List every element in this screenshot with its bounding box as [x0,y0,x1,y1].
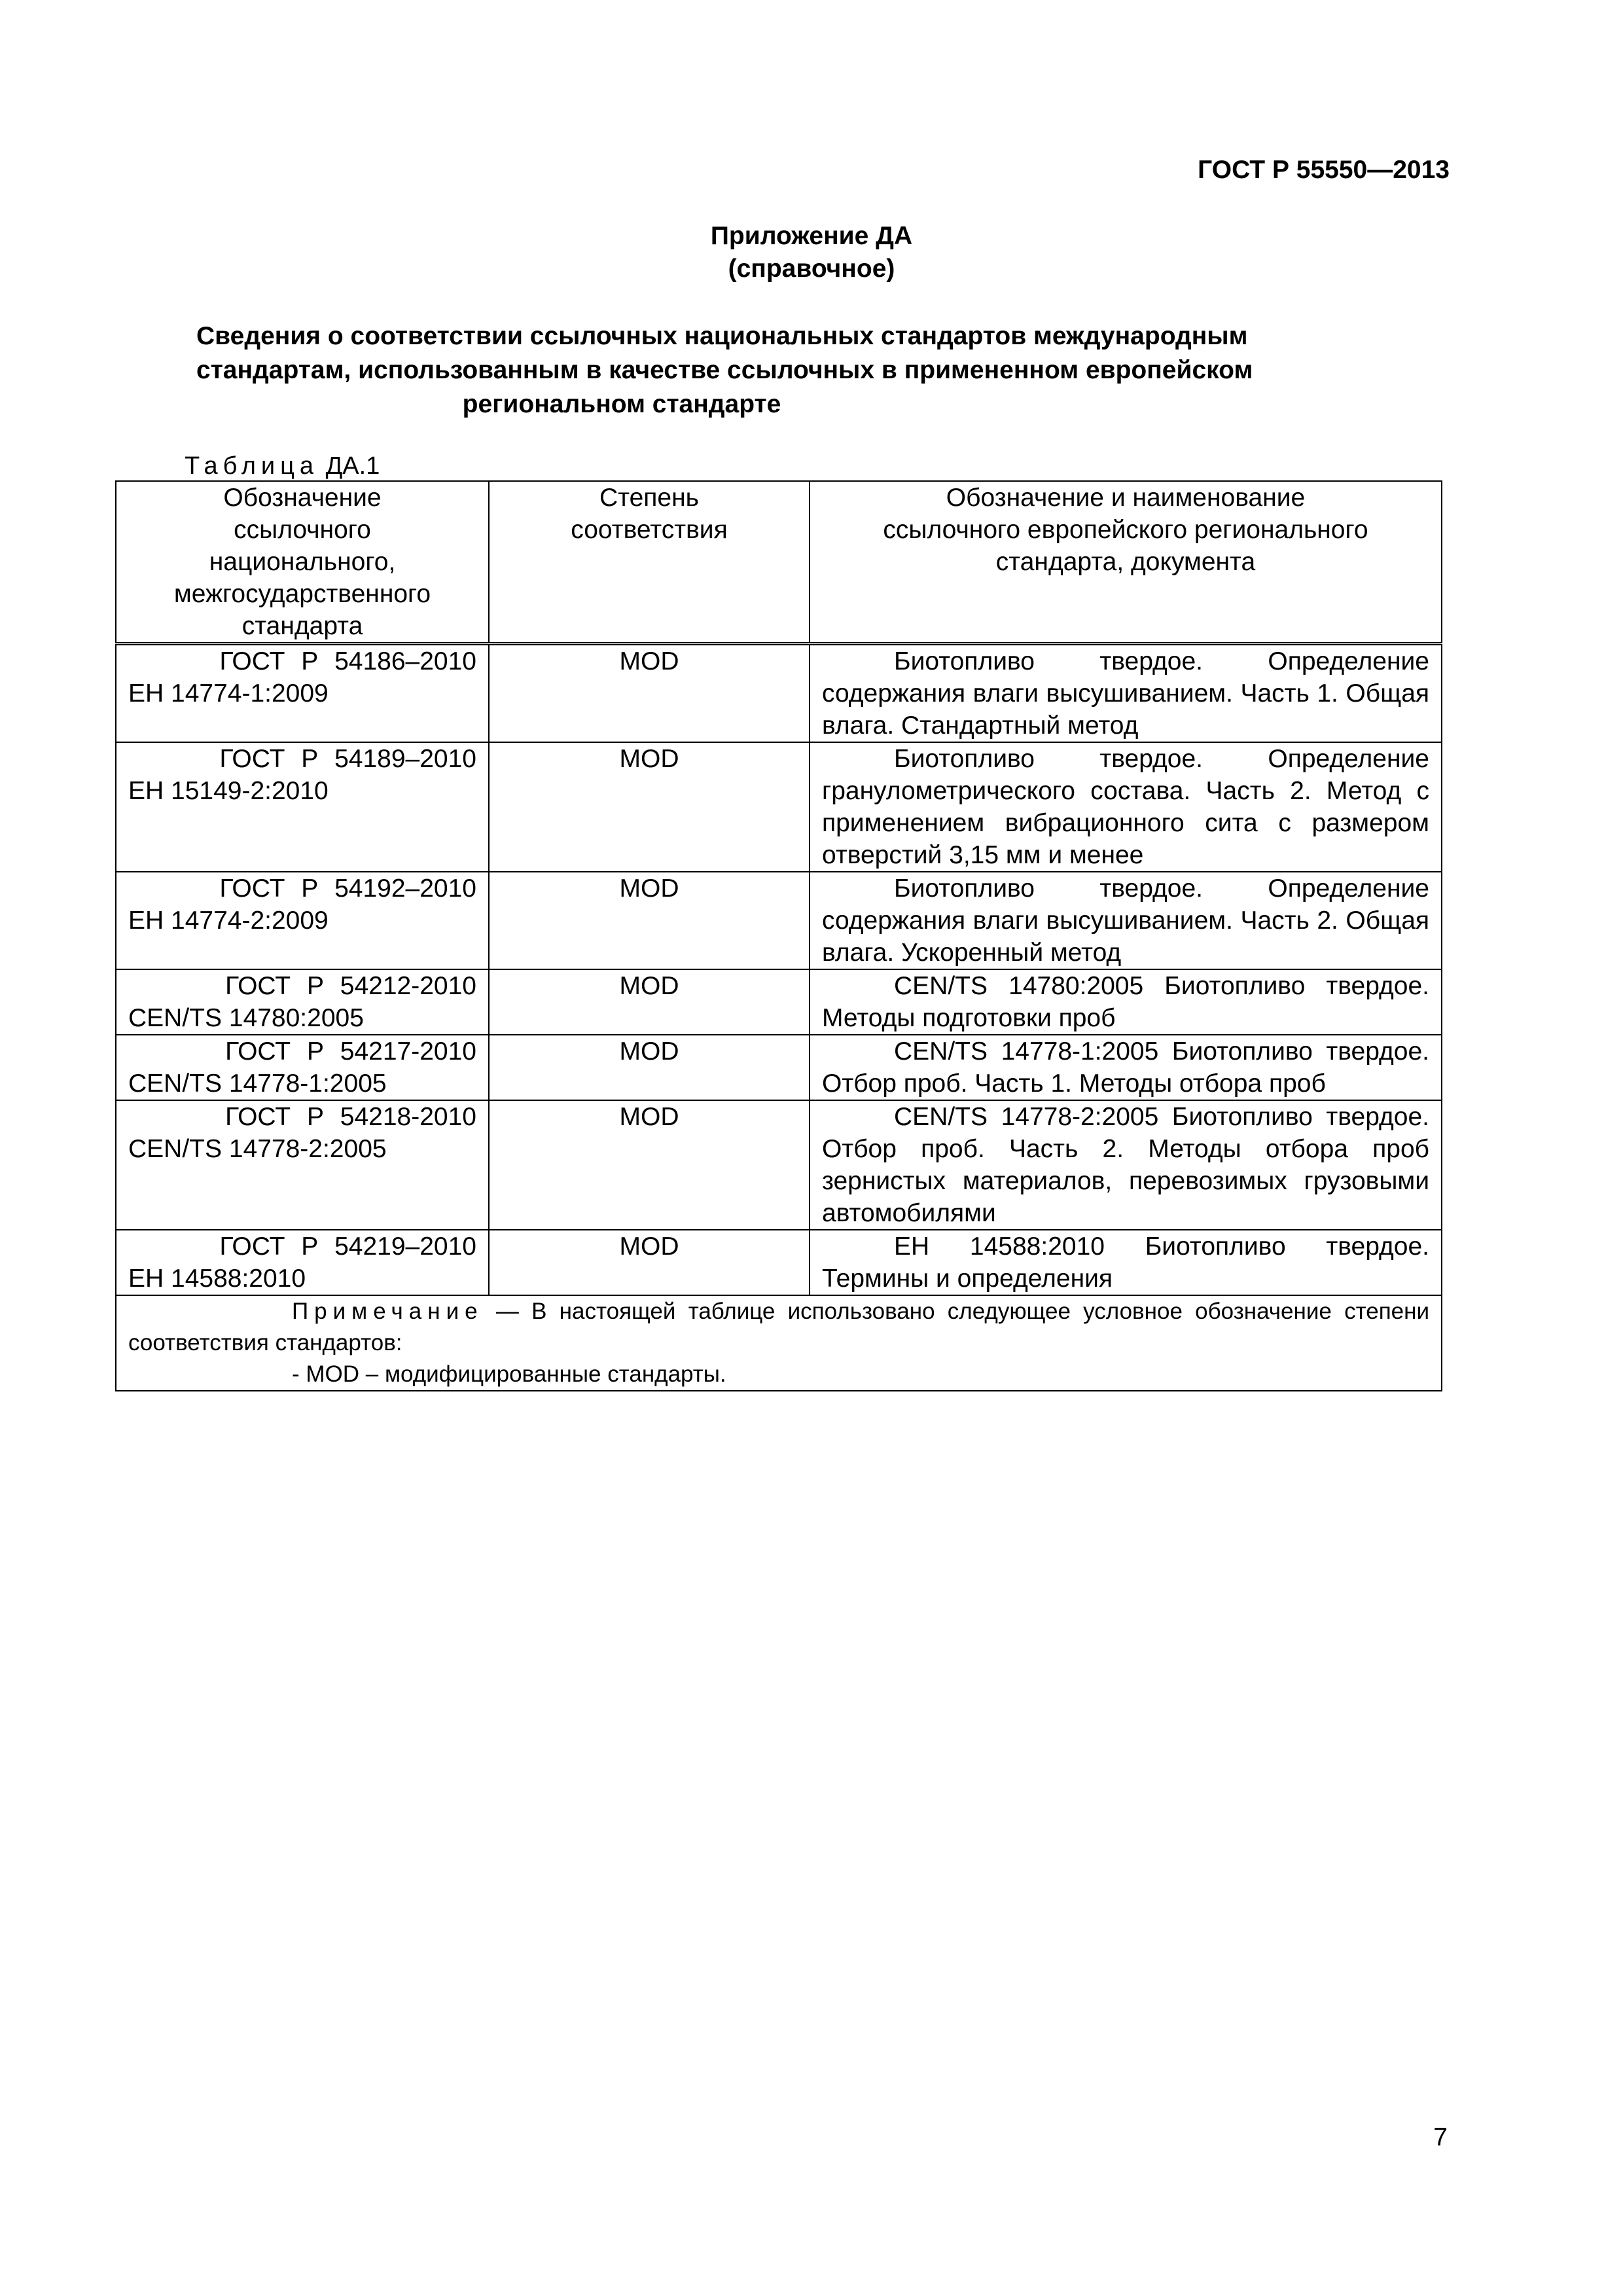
header-line: межгосударственного [173,580,431,608]
table-caption-word: Таблица [185,452,319,480]
table-row [116,1100,1442,1230]
header-line: соответствия [571,516,728,544]
gost-designation: ГОСТ Р 54192–2010 [219,874,476,903]
header-line: Степень [599,484,699,512]
table-row [116,742,1442,872]
appendix-title: Приложение ДА [710,222,913,250]
header-line: стандарта [241,612,363,640]
national-standard-cell [116,644,489,743]
national-standard-cell [116,1035,489,1100]
correspondence-table [115,480,1442,1391]
degree-cell: MOD [489,872,810,969]
reference-designation: CEN/TS 14778-2:2005 [128,1135,387,1163]
header-line: Обозначение [223,484,382,512]
table-row [116,872,1442,969]
section-title-line: Сведения о соответствии ссылочных национальных стандартов международным [196,322,1248,350]
national-standard-cell [116,1230,489,1295]
appendix-subtitle: (справочное) [728,255,895,283]
description-cell: Биотопливо твердое. Определение содержания влаги высушиванием. Часть 2. Общая влага. Ускоренный метод [810,872,1442,969]
header-line: ссылочного [234,516,371,544]
national-standard-cell [116,872,489,969]
table-row [116,644,1442,743]
header-degree [489,481,810,644]
table-header-row [116,481,1442,644]
description-cell: Биотопливо твердое. Определение гранулометрического состава. Часть 2. Метод с применением вибрационного сита с размером отверстий 3,15 мм и менее [810,742,1442,872]
degree-cell: MOD [489,1035,810,1100]
section-title-line: региональном стандарте [462,390,781,418]
national-standard-cell [116,1100,489,1230]
appendix-heading [0,220,1623,285]
gost-designation: ГОСТ Р 54186–2010 [219,647,476,675]
header-european-standard [810,481,1442,644]
degree-cell: MOD [489,1230,810,1295]
note-item: - MOD – модифицированные стандарты. [292,1361,726,1387]
description-cell: ЕН 14588:2010 Биотопливо твердое. Термины и определения [810,1230,1442,1295]
section-title-line: стандартам, использованным в качестве ссылочных в примененном европейском [196,356,1253,384]
reference-designation: ЕН 15149-2:2010 [128,777,329,805]
reference-designation: CEN/TS 14778-1:2005 [128,1069,387,1098]
national-standard-cell [116,742,489,872]
header-national-standard [116,481,489,644]
document-code: ГОСТ Р 55550—2013 [1198,156,1450,184]
header-line: национального, [209,548,396,576]
note-label: Примечание [292,1299,484,1324]
gost-designation: ГОСТ Р 54212-2010 [225,972,476,1000]
description-cell: CEN/TS 14780:2005 Биотопливо твердое. Методы подготовки проб [810,969,1442,1035]
degree-cell: MOD [489,742,810,872]
table-row [116,1035,1442,1100]
reference-designation: ЕН 14588:2010 [128,1265,306,1293]
description-cell: Биотопливо твердое. Определение содержания влаги высушиванием. Часть 1. Общая влага. Стандартный метод [810,644,1442,743]
table-row [116,1230,1442,1295]
header-line: Обозначение и наименование [946,484,1306,512]
gost-designation: ГОСТ Р 54189–2010 [219,745,476,773]
table-note [116,1295,1442,1391]
national-standard-cell [116,969,489,1035]
table-caption [185,452,380,480]
table-caption-number: ДА.1 [325,452,380,480]
reference-designation: ЕН 14774-1:2009 [128,679,329,708]
header-line: ссылочного европейского регионального [883,516,1368,544]
description-cell: CEN/TS 14778-2:2005 Биотопливо твердое. Отбор проб. Часть 2. Методы отбора проб зернистых материалов, перевозимых грузовыми автомобилями [810,1100,1442,1230]
gost-designation: ГОСТ Р 54218-2010 [225,1103,476,1131]
gost-designation: ГОСТ Р 54217-2010 [225,1037,476,1066]
section-title [196,319,1253,422]
description-cell: CEN/TS 14778-1:2005 Биотопливо твердое. Отбор проб. Часть 1. Методы отбора проб [810,1035,1442,1100]
degree-cell: MOD [489,969,810,1035]
note-body: — В настоящей таблице использовано следующее условное обозначение степени соответствия стандартов: [128,1299,1429,1355]
note-text [128,1296,1429,1359]
gost-designation: ГОСТ Р 54219–2010 [219,1232,476,1261]
header-line: стандарта, документа [995,548,1256,576]
table-row [116,969,1442,1035]
table-note-row [116,1295,1442,1391]
degree-cell: MOD [489,1100,810,1230]
reference-designation: ЕН 14774-2:2009 [128,906,329,935]
page-number: 7 [1433,2123,1448,2151]
degree-cell: MOD [489,644,810,743]
reference-designation: CEN/TS 14780:2005 [128,1004,364,1032]
